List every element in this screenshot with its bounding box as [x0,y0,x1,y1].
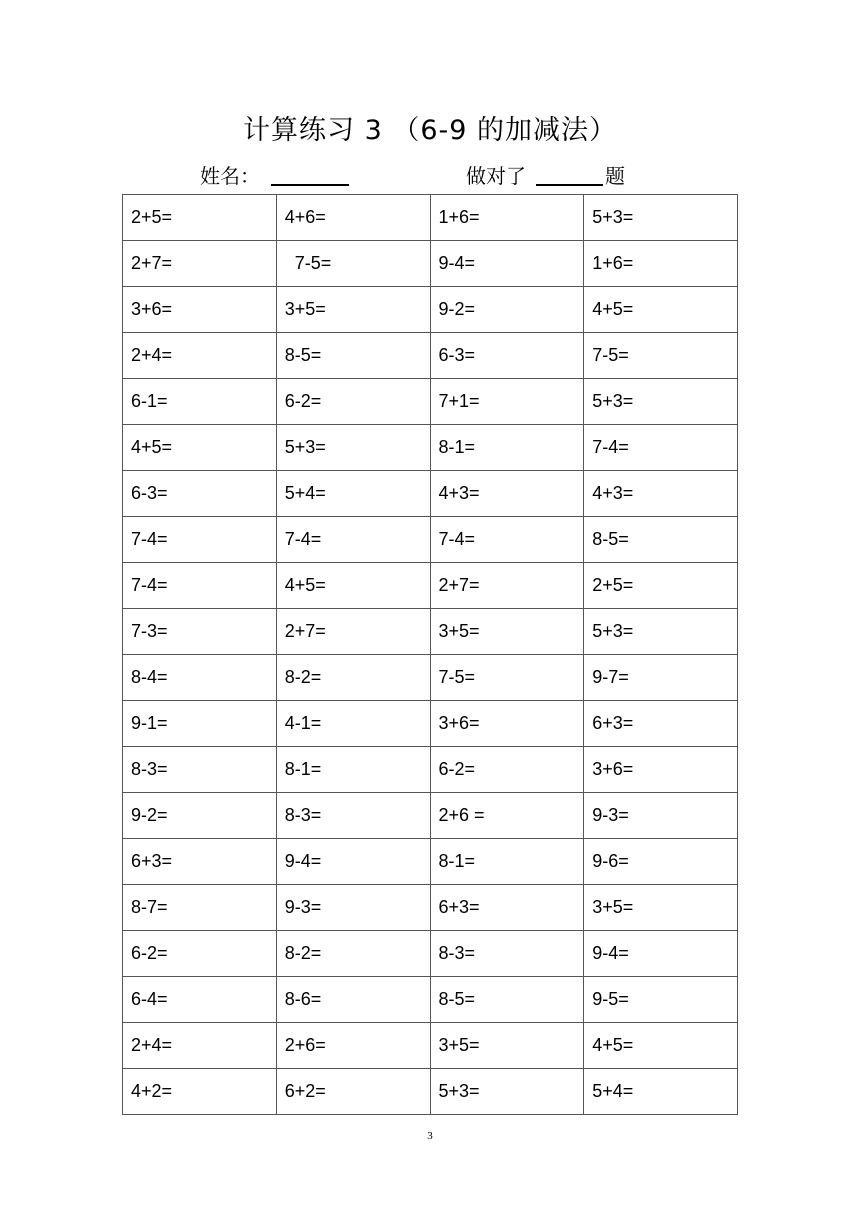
problem-cell: 6-2= [123,931,277,977]
problem-cell: 4+5= [276,563,430,609]
name-blank-line[interactable] [271,162,349,186]
table-row [123,563,738,609]
problem-cell: 6-3= [123,471,277,517]
problem-cell: 1+6= [430,195,584,241]
problem-table [122,194,738,1115]
problem-cell: 8-1= [276,747,430,793]
problem-cell: 2+7= [123,241,277,287]
problem-cell: 9-3= [276,885,430,931]
problem-cell: 5+3= [584,609,738,655]
problem-cell: 7-5= [584,333,738,379]
problem-cell: 2+5= [584,563,738,609]
problem-cell: 9-1= [123,701,277,747]
problem-cell: 3+5= [430,1023,584,1069]
problem-cell: 8-5= [276,333,430,379]
problem-cell: 4+5= [584,1023,738,1069]
problem-cell: 2+5= [123,195,277,241]
problem-cell: 4+2= [123,1069,277,1115]
name-label: 姓名： [200,164,260,188]
worksheet-title: 计算练习 3 （6-9 的加减法） [242,115,618,146]
table-row [123,517,738,563]
problem-cell: 2+6 = [430,793,584,839]
student-info-row [0,158,860,188]
table-row [123,885,738,931]
problem-cell: 9-3= [584,793,738,839]
problem-cell: 9-4= [276,839,430,885]
problem-cell: 6-1= [123,379,277,425]
table-row [123,793,738,839]
problem-cell: 4+6= [276,195,430,241]
problem-cell: 8-6= [276,977,430,1023]
problem-cell: 4+5= [584,287,738,333]
table-row [123,655,738,701]
table-row [123,1023,738,1069]
problem-cell: 8-7= [123,885,277,931]
problem-cell: 5+3= [430,1069,584,1115]
problem-cell: 7+1= [430,379,584,425]
problem-cell: 6+3= [123,839,277,885]
problem-cell: 8-3= [123,747,277,793]
problem-cell: 3+5= [430,609,584,655]
problem-cell: 2+7= [430,563,584,609]
table-row [123,977,738,1023]
score-suffix: 题 [605,164,625,188]
problem-cell: 3+5= [584,885,738,931]
problem-cell: 2+7= [276,609,430,655]
problem-cell: 8-2= [276,655,430,701]
problem-cell: 6-2= [430,747,584,793]
score-label: 做对了 [466,164,526,188]
table-row [123,471,738,517]
problem-cell: 8-3= [276,793,430,839]
table-row [123,241,738,287]
problem-cell: 9-4= [430,241,584,287]
score-blank-line[interactable] [536,162,603,186]
problem-cell: 9-2= [430,287,584,333]
problem-cell: 7-4= [123,517,277,563]
table-row [123,931,738,977]
problem-cell: 8-3= [430,931,584,977]
problem-cell: 3+6= [430,701,584,747]
problem-cell: 9-4= [584,931,738,977]
problem-cell: 6-3= [430,333,584,379]
problem-cell: 9-6= [584,839,738,885]
problem-cell: 3+6= [123,287,277,333]
problem-cell: 7-4= [123,563,277,609]
problem-cell: 8-1= [430,839,584,885]
page-number: 3 [427,1130,433,1142]
problem-cell: 2+4= [123,333,277,379]
problem-cell: 6+3= [584,701,738,747]
problem-cell: 2+4= [123,1023,277,1069]
problem-cell: 6-4= [123,977,277,1023]
problem-cell: 7-3= [123,609,277,655]
table-row [123,701,738,747]
problem-cell: 3+6= [584,747,738,793]
problem-cell: 8-1= [430,425,584,471]
problem-cell: 2+6= [276,1023,430,1069]
problem-cell: 6-2= [276,379,430,425]
table-row [123,333,738,379]
problem-cell: 9-5= [584,977,738,1023]
problem-cell: 4+5= [123,425,277,471]
table-row [123,1069,738,1115]
table-row [123,839,738,885]
problem-cell: 8-5= [584,517,738,563]
table-row [123,379,738,425]
problem-cell: 7-5= [276,241,430,287]
problem-cell: 6+3= [430,885,584,931]
table-row [123,425,738,471]
problem-cell: 5+4= [584,1069,738,1115]
problem-cell: 9-7= [584,655,738,701]
problem-cell: 7-4= [430,517,584,563]
problem-cell: 8-5= [430,977,584,1023]
problem-cell: 9-2= [123,793,277,839]
table-row [123,287,738,333]
problem-cell: 4+3= [584,471,738,517]
problem-cell: 7-4= [276,517,430,563]
problem-cell: 6+2= [276,1069,430,1115]
problem-cell: 1+6= [584,241,738,287]
problem-cell: 8-4= [123,655,277,701]
problem-cell: 5+3= [584,379,738,425]
problem-cell: 4+3= [430,471,584,517]
problem-cell: 7-5= [430,655,584,701]
problem-cell: 5+4= [276,471,430,517]
table-row [123,747,738,793]
problem-cell: 5+3= [584,195,738,241]
problem-cell: 3+5= [276,287,430,333]
table-row [123,195,738,241]
problem-cell: 8-2= [276,931,430,977]
table-row [123,609,738,655]
problem-cell: 7-4= [584,425,738,471]
problem-cell: 5+3= [276,425,430,471]
problem-cell: 4-1= [276,701,430,747]
